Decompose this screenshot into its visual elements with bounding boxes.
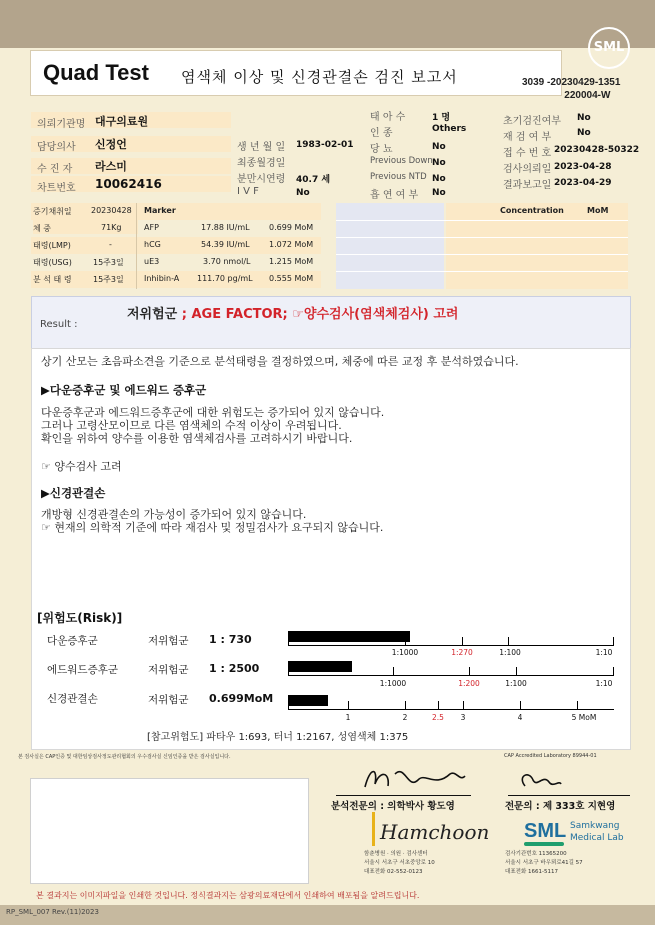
tick-edwards-10: 1:10	[595, 679, 613, 688]
ntd-line2: ☞ 현재의 의학적 기준에 따라 재검사 및 정밀검사가 요구되지 않습니다.	[41, 521, 384, 534]
down-line2: 그러나 고령산모이므로 다른 염색체의 수적 이상이 우려됩니다.	[41, 419, 342, 432]
tick-edwards-cutoff: 1:200	[458, 679, 480, 688]
report-number-line1: 3039 -20230429-1351	[522, 77, 621, 88]
prev-down-value: No	[432, 158, 446, 168]
left-info-line1: 함춘병원 · 의원 · 검사센터	[364, 851, 428, 857]
memo-box	[30, 778, 309, 884]
right-info-line3: 대표전화 1661-5117	[505, 869, 558, 875]
age-label: 분만시연령	[237, 174, 286, 185]
race-label: 인 종	[370, 128, 393, 139]
risk-group-down: 저위험군	[148, 635, 189, 647]
risk-bar-down	[288, 631, 410, 642]
sml-lab-logo: SML	[524, 820, 567, 842]
risk-title: [위험도(Risk)]	[37, 611, 123, 625]
cap-number: CAP Accredited Laboratory 89944-01	[504, 753, 597, 759]
tick-down-10: 1:10	[595, 648, 613, 657]
tick-ntd-5: 5 MoM	[571, 713, 597, 722]
retest-label: 재 검 여 부	[503, 132, 552, 143]
tick-ntd-4: 4	[517, 713, 523, 722]
marker-left-label: 태령(LMP)	[33, 241, 71, 250]
brand-title: Quad Test	[43, 60, 149, 85]
chart-label: 차트번호	[37, 183, 76, 194]
inst-value: 대구의료원	[95, 115, 149, 128]
report-number-line2: 220004-W	[564, 90, 611, 101]
tick-edwards-100: 1:100	[505, 679, 527, 688]
left-signer-title: 분석전문의 : 의학박사 황도영	[331, 801, 455, 812]
risk-group-ntd: 저위험군	[148, 694, 189, 706]
first-label: 초기검진여부	[503, 116, 561, 127]
risk-value-ntd: 0.699MoM	[209, 692, 274, 705]
request-date-label: 검사의뢰일	[503, 164, 552, 175]
signature-right	[515, 766, 565, 792]
dob-value: 1983-02-01	[296, 140, 354, 150]
risk-value-down: 1 : 730	[209, 633, 252, 646]
tick-down-cutoff: 1:270	[451, 648, 473, 657]
footer-note: 본 결과지는 이미지파일을 인쇄한 것입니다. 정식결과지는 삼광의료재단에서 인쇄하여 배포됨을 알려드립니다.	[36, 891, 420, 900]
tick-ntd-2: 2	[402, 713, 408, 722]
risk-axis-edwards	[288, 675, 614, 676]
down-line1: 다운증후군과 에드워드증후군에 대한 위험도는 증가되어 있지 않습니다.	[41, 406, 385, 419]
marker-row-3	[31, 254, 321, 271]
request-date-value: 2023-04-28	[554, 162, 612, 172]
marker-conc: 111.70 pg/mL	[197, 274, 253, 283]
marker-left-value: 20230428	[91, 206, 132, 215]
report-number	[522, 76, 620, 102]
marker-mom: 0.555 MoM	[269, 274, 314, 283]
amnio-note: ☞ 양수검사 고려	[41, 460, 122, 473]
accession-value: 20230428-50322	[554, 145, 640, 155]
fetus-value: 1 명	[432, 113, 451, 123]
marker-row-0	[31, 203, 321, 220]
marker-row-4	[31, 271, 321, 288]
sml-lab-name2: Medical Lab	[570, 833, 624, 843]
tick-edwards-1000: 1:1000	[379, 679, 407, 688]
risk-name-ntd: 신경관결손	[47, 693, 98, 705]
risk-value-edwards: 1 : 2500	[209, 662, 260, 675]
marker-conc: 17.88 IU/mL	[201, 223, 250, 232]
chart-value: 10062416	[95, 177, 162, 191]
marker-left-value: -	[109, 240, 112, 249]
marker-table	[31, 203, 321, 290]
interpretation-box	[31, 348, 631, 750]
tick-down-1000: 1:1000	[391, 648, 419, 657]
marker-name: Inhibin-A	[144, 274, 180, 283]
ntd-line1: 개방형 신경관결손의 가능성이 증가되어 있지 않습니다.	[41, 508, 307, 521]
result-prefix: 저위험군	[127, 307, 178, 322]
inst-label: 의뢰기관명	[37, 119, 86, 130]
right-info	[505, 850, 583, 877]
risk-axis-ntd	[288, 709, 614, 710]
report-title: 염색체 이상 및 신경관결손 검진 보고서	[181, 68, 458, 86]
marker-name: AFP	[144, 223, 159, 232]
dm-label: 당 뇨	[370, 144, 393, 155]
risk-bar-ntd	[288, 695, 328, 706]
marker-conc: 54.39 IU/mL	[201, 240, 250, 249]
title-box	[30, 50, 562, 96]
tick-ntd-1: 1	[345, 713, 351, 722]
marker-row-1	[31, 220, 321, 237]
age-value: 40.7 세	[296, 175, 331, 185]
left-info	[364, 850, 435, 877]
risk-name-down: 다운증후군	[47, 635, 98, 647]
tick-ntd-cutoff: 2.5	[432, 713, 444, 722]
prev-ntd-value: No	[432, 174, 446, 184]
marker-left-value: 15주3일	[93, 258, 124, 267]
dm-value: No	[432, 142, 446, 152]
marker-left-label: 체 중	[33, 224, 51, 233]
fetus-label: 태 아 수	[370, 112, 406, 123]
risk-group-edwards: 저위험군	[148, 664, 189, 676]
marker-col-header: Marker	[144, 206, 176, 215]
retest-value: No	[577, 128, 591, 138]
ivf-label: I V F	[237, 186, 259, 197]
marker-left-label: 분 석 태 령	[33, 275, 72, 284]
result-text	[127, 303, 458, 322]
first-value: No	[577, 113, 591, 123]
marker-mom: 1.072 MoM	[269, 240, 314, 249]
conc-col-header: Concentration	[500, 206, 564, 215]
prev-ntd-label: Previous NTD	[370, 172, 427, 182]
ivf-value: No	[296, 188, 310, 198]
intro-text: 상기 산모는 초음파소견을 기준으로 분석태령을 결정하였으며, 체중에 따른 교정 후 분석하였습니다.	[41, 355, 519, 368]
risk-axis-down	[288, 645, 614, 646]
marker-left-label: 증기채취일	[33, 207, 72, 216]
down-line3: 확인을 위하여 양수를 이용한 염색체검사를 고려하시기 바랍니다.	[41, 432, 353, 445]
patient-value: 라스미	[95, 160, 127, 173]
lmp-label: 최종월경일	[237, 158, 286, 169]
report-date-label: 결과보고일	[503, 180, 552, 191]
marker-left-label: 태령(USG)	[33, 258, 72, 267]
form-code: RP_SML_007 Rev.(11)2023	[6, 908, 99, 916]
risk-bar-edwards	[288, 661, 352, 672]
hamchoon-logo: Hamchoon	[380, 820, 490, 844]
doctor-label: 담당의사	[37, 142, 76, 153]
sml-lab-name1: Samkwang	[570, 821, 620, 831]
risk-name-edwards: 에드워드증후군	[47, 664, 119, 676]
signature-left	[360, 762, 470, 794]
extra-marker-table	[336, 203, 628, 289]
cap-note: 본 검사실은 CAP인증 및 대한임상검사정도관리협회의 우수검사실 신임인증을 받은 검사실입니다.	[18, 754, 231, 760]
marker-name: hCG	[144, 240, 161, 249]
mom-col-header: MoM	[587, 206, 609, 215]
report-date-value: 2023-04-29	[554, 178, 612, 188]
right-info-line1: 검사기관번호 11365200	[505, 851, 567, 857]
down-title: ▶다운증후군 및 에드워드 증후군	[41, 383, 207, 397]
marker-left-value: 15주3일	[93, 275, 124, 284]
marker-left-value: 71Kg	[101, 223, 122, 232]
marker-name: uE3	[144, 257, 160, 266]
smoke-label: 흡 연 여 부	[370, 190, 419, 201]
marker-mom: 0.699 MoM	[269, 223, 314, 232]
sml-logo: SML	[588, 27, 630, 69]
patient-label: 수 진 자	[37, 164, 73, 175]
ntd-title: ▶신경관결손	[41, 486, 106, 500]
marker-row-2	[31, 237, 321, 254]
marker-conc: 3.70 nmol/L	[203, 257, 251, 266]
result-highlight: ; AGE FACTOR; ☞양수검사(염색체검사) 고려	[181, 307, 459, 322]
race-value: Others	[432, 124, 467, 134]
right-signer-title: 전문의 : 제 333호 지현영	[505, 801, 616, 812]
result-box	[31, 296, 631, 350]
tick-ntd-3: 3	[460, 713, 466, 722]
tick-down-100: 1:100	[499, 648, 521, 657]
reference-risk: [참고위험도] 파타우 1:693, 터너 1:2167, 성염색체 1:375	[147, 732, 409, 743]
smoke-value: No	[432, 188, 446, 198]
right-info-line2: 서울시 서초구 바우뫼로41길 57	[505, 860, 583, 866]
doctor-value: 신정언	[95, 138, 127, 151]
dob-label: 생 년 월 일	[237, 142, 286, 153]
top-frame-bar	[0, 0, 655, 48]
left-info-line3: 대표전화 02-552-0123	[364, 869, 423, 875]
left-info-line2: 서울시 서초구 서초중앙로 10	[364, 860, 435, 866]
result-label: Result :	[40, 319, 78, 330]
marker-mom: 1.215 MoM	[269, 257, 314, 266]
prev-down-label: Previous Down	[370, 156, 433, 166]
accession-label: 접 수 번 호	[503, 148, 552, 159]
